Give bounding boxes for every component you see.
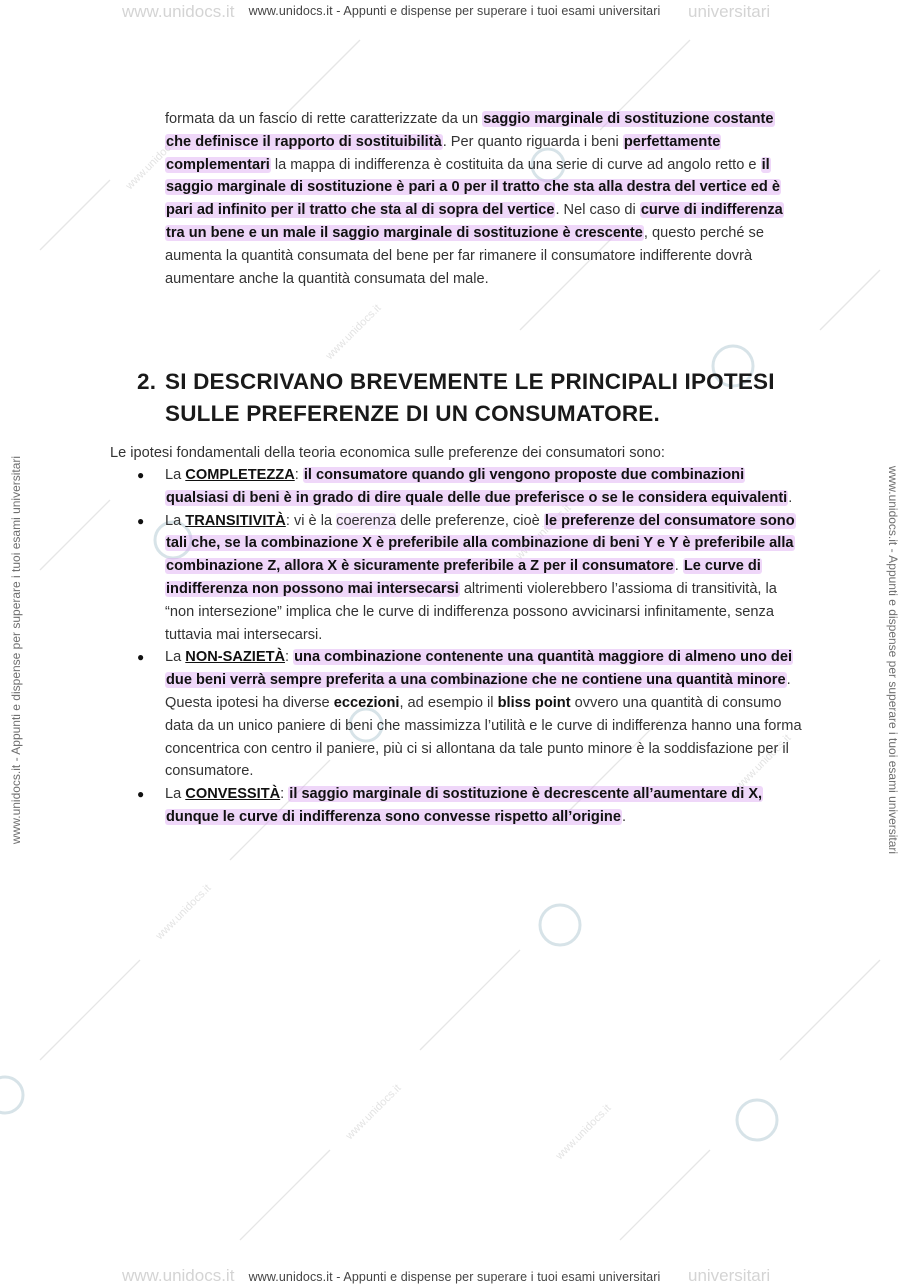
- svg-text:www.unidocs.it: www.unidocs.it: [553, 1102, 614, 1163]
- highlight-text: il saggio marginale di sostituzione è decrescente all’aumentare di X, dunque le curve di indifferenza sono convesse rispetto all’origine: [166, 786, 763, 825]
- header-watermark-banner[interactable]: www.unidocs.it - Appunti e dispense per superare i tuoi esami universitari: [248, 4, 661, 18]
- text-run: La: [165, 786, 186, 803]
- bold-text: bliss point: [497, 694, 571, 711]
- svg-text:www.unidocs.it: www.unidocs.it: [343, 1082, 404, 1143]
- highlight-text: una combinazione contenente una quantità maggiore di almeno uno dei due beni verrà sempre preferita a una combinazione che ne contiene una quantità minore: [166, 649, 792, 689]
- highlight-text: le preferenze del consumatore sono tali che, se la combinazione X è preferibile alla combinazione di beni Y e Y è preferibile alla combinazione Z, allora X è sicuramente preferibile a Z per il consumatore: [166, 512, 795, 575]
- list-item-transitivity: [137, 510, 809, 647]
- ghost-watermark-right-bottom: universitari: [688, 1266, 771, 1285]
- term-label: TRANSITIVITÀ: [185, 512, 286, 529]
- text-run: La: [165, 467, 186, 483]
- text-run: :: [285, 649, 294, 666]
- text-run: coerenza: [336, 512, 397, 529]
- text-run: , questo perché se aumenta la quantità consumata del bene per far rimanere il consumatore indifferente dovrà aumentare anche la quantità consumata del male.: [165, 224, 764, 287]
- highlight-text: curve di indifferenza tra un bene e un male il saggio marginale di sostituzione è crescente: [166, 202, 783, 241]
- text-run: , ad esempio il: [399, 694, 498, 711]
- text-run: :: [294, 467, 303, 483]
- term-label: COMPLETEZZA: [185, 467, 295, 483]
- svg-text:www.unidocs.it: www.unidocs.it: [733, 732, 794, 793]
- text-run: La: [165, 512, 186, 529]
- text-run: . Nel caso di: [555, 202, 640, 219]
- text-run: . Questa ipotesi ha diverse: [165, 672, 791, 711]
- text-run: :: [280, 786, 289, 803]
- svg-text:www.unidocs.it: www.unidocs.it: [323, 302, 384, 363]
- text-run: La: [165, 649, 186, 666]
- list-item-non-satiety: [137, 646, 809, 783]
- section-number: 2.: [137, 369, 157, 394]
- ghost-watermark-right: universitari: [688, 2, 771, 21]
- text-run: .: [788, 489, 793, 506]
- svg-text:www.unidocs.it: www.unidocs.it: [153, 882, 214, 943]
- paragraph-substitution: [165, 108, 795, 290]
- highlight-text: perfettamente complementari: [166, 133, 721, 173]
- highlight-text: il consumatore quando gli vengono proposte due combinazioni qualsiasi di beni è in grado di dire quale delle due preferisce o se le considera equivalenti: [166, 467, 788, 506]
- text-run: ovvero una quantità di consumo data da un unico paniere di beni che massimizza l’utilità e le curve di indifferenza hanno una forma concentrica con centro il paniere, più ci si allontana da tale punto minore è la soddisfazione per il consumatore.: [165, 694, 802, 780]
- section-intro: Le ipotesi fondamentali della teoria economica sulle preferenze dei consumatori sono:: [110, 445, 665, 461]
- ghost-watermark-left-bottom: www.unidocs.it: [122, 1266, 235, 1285]
- term-label: NON-SAZIETÀ: [185, 649, 286, 666]
- term-label: CONVESSITÀ: [185, 786, 281, 803]
- highlight-text: il saggio marginale di sostituzione è pari a 0 per il tratto che sta alla destra del vertice ed è pari ad infinito per il tratto che sta al di sopra del vertice: [166, 156, 780, 219]
- bullet-icon: ●: [137, 650, 145, 665]
- list-item-completeness: [137, 464, 809, 510]
- ghost-watermark-left: www.unidocs.it: [122, 2, 235, 21]
- svg-text:www.unidocs.it: www.unidocs.it: [123, 132, 184, 193]
- highlight-text: Le curve di indifferenza non possono mai intersecarsi: [166, 558, 761, 597]
- text-run: formata da un fascio di rette caratterizzate da un: [165, 111, 483, 127]
- bullet-icon: ●: [137, 787, 145, 802]
- footer-watermark-banner[interactable]: www.unidocs.it - Appunti e dispense per superare i tuoi esami universitari: [248, 1270, 661, 1284]
- text-run: delle preferenze, cioè: [396, 512, 544, 529]
- bullet-icon: ●: [137, 513, 145, 528]
- left-side-watermark: www.unidocs.it - Appunti e dispense per superare i tuoi esami universitari: [9, 455, 23, 845]
- text-run: . Per quanto riguarda i beni: [442, 133, 623, 150]
- text-run: la mappa di indifferenza è costituita da una serie di curve ad angolo retto e: [270, 156, 761, 173]
- text-run: : vi è la: [285, 512, 337, 529]
- highlight-text: saggio marginale di sostituzione costante che definisce il rapporto di sostituibilità: [166, 111, 774, 150]
- right-side-watermark: www.unidocs.it - Appunti e dispense per superare i tuoi esami universitari: [886, 465, 900, 855]
- section-heading: [137, 366, 837, 430]
- bold-text: eccezioni: [333, 694, 400, 711]
- text-run: .: [621, 808, 626, 825]
- text-run: .: [674, 558, 683, 575]
- text-run: altrimenti violerebbero l’assioma di transitività, la “non intersezione” implica che le curve di indifferenza possono avvicinarsi infinitamente, senza tuttavia mai intersecarsi.: [165, 580, 777, 643]
- bullet-icon: ●: [137, 468, 145, 482]
- svg-text:www.unidocs.it: www.unidocs.it: [513, 502, 574, 563]
- hypotheses-list: [137, 464, 809, 829]
- section-title: SI DESCRIVANO BREVEMENTE LE PRINCIPALI IPOTESI SULLE PREFERENZE DI UN CONSUMATORE.: [165, 369, 775, 426]
- list-item-convexity: [137, 783, 809, 829]
